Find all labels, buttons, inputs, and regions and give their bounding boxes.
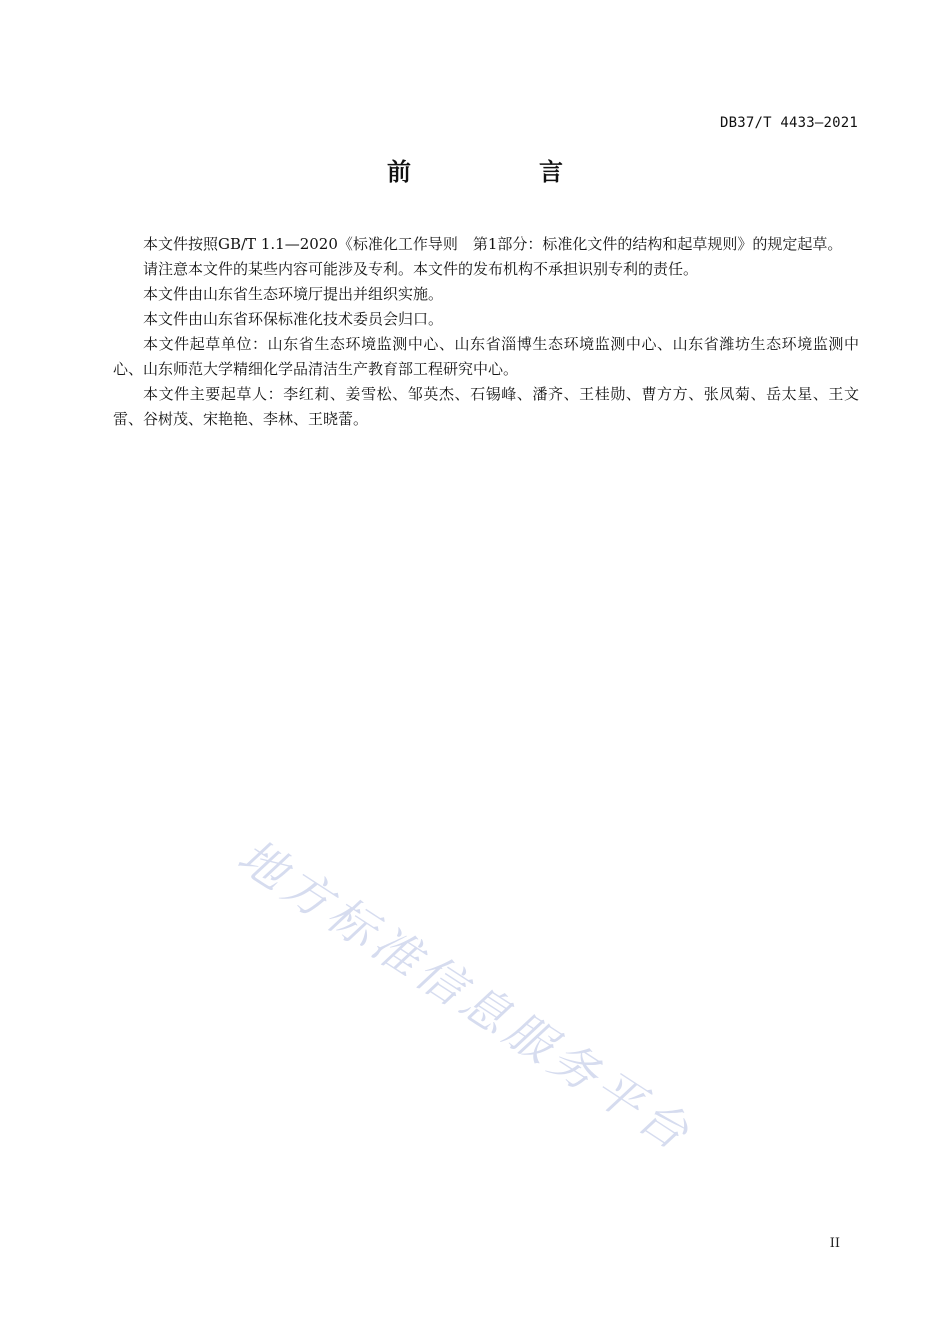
paragraph-drafting-rules: 本文件按照GB/T 1.1—2020《标准化工作导则 第1部分：标准化文件的结构和起草规则》的规定起草。 xyxy=(143,235,843,253)
document-code: DB37/T 4433—2021 xyxy=(719,115,858,131)
foreword-body xyxy=(113,232,859,432)
paragraph-drafting-units: 本文件起草单位：山东省生态环境监测中心、山东省淄博生态环境监测中心、山东省潍坊生态环境监测中心、山东师范大学精细化学品清洁生产教育部工程研究中心。 xyxy=(113,335,859,378)
page-title: 前 言 xyxy=(387,158,615,186)
paragraph-patent-notice: 请注意本文件的某些内容可能涉及专利。本文件的发布机构不承担识别专利的责任。 xyxy=(143,260,699,278)
watermark: 地方标准信息服务平台 xyxy=(227,828,703,1164)
paragraph-proposer: 本文件由山东省生态环境厅提出并组织实施。 xyxy=(143,285,444,303)
paragraph-drafters: 本文件主要起草人：李红莉、姜雪松、邹英杰、石锡峰、潘齐、王桂勋、曹方方、张凤菊、岳太星、王文雷、谷树茂、宋艳艳、李林、王晓蕾。 xyxy=(113,385,859,428)
page-number: II xyxy=(829,1236,840,1251)
paragraph-technical-committee: 本文件由山东省环保标准化技术委员会归口。 xyxy=(143,310,444,328)
